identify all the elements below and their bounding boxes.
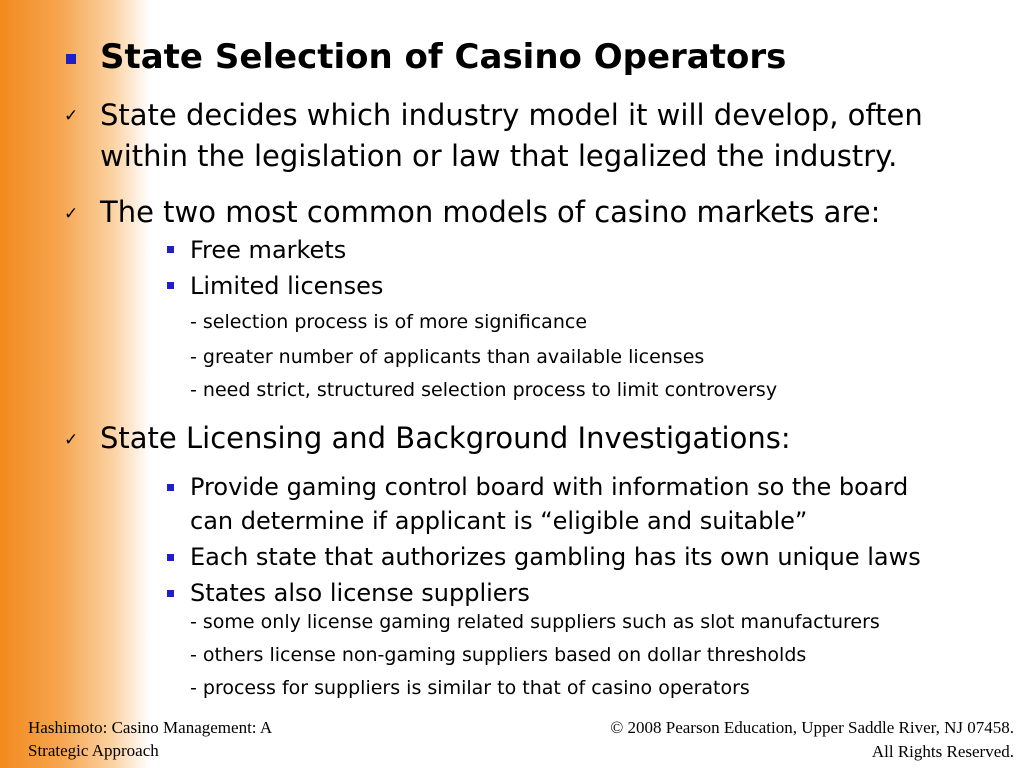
sub-item-free-markets: Free markets bbox=[190, 236, 347, 264]
point-3-line: State Licensing and Background Investigations: bbox=[100, 421, 791, 455]
sub-bullet-icon bbox=[167, 282, 174, 289]
checkmark-icon: ✓ bbox=[64, 204, 79, 224]
sub-item-license-suppliers: States also license suppliers bbox=[190, 579, 530, 607]
point-2-line: The two most common models of casino markets are: bbox=[100, 195, 881, 229]
sub-bullet-icon bbox=[167, 590, 174, 597]
sub-item-provide-info-1: Provide gaming control board with information so the board bbox=[190, 473, 909, 501]
detail-line: - greater number of applicants than available licenses bbox=[190, 346, 705, 368]
detail-line: - some only license gaming related suppliers such as slot manufacturers bbox=[190, 611, 880, 633]
sub-item-state-laws: Each state that authorizes gambling has its own unique laws bbox=[190, 543, 921, 571]
detail-line: - others license non-gaming suppliers based on dollar thresholds bbox=[190, 644, 807, 666]
detail-line: - need strict, structured selection process to limit controversy bbox=[190, 379, 778, 401]
detail-line: - selection process is of more significance bbox=[190, 311, 588, 333]
detail-line: - process for suppliers is similar to that of casino operators bbox=[190, 677, 750, 699]
checkmark-icon: ✓ bbox=[64, 430, 79, 450]
title-bullet-icon bbox=[66, 54, 76, 64]
sub-bullet-icon bbox=[167, 554, 174, 561]
sub-item-limited-licenses: Limited licenses bbox=[190, 272, 384, 300]
footer-book-title-2: Strategic Approach bbox=[28, 741, 159, 760]
point-1-line-1: State decides which industry model it will develop, often bbox=[100, 98, 923, 132]
footer-rights: All Rights Reserved. bbox=[871, 742, 1014, 761]
checkmark-icon: ✓ bbox=[64, 106, 79, 126]
sub-item-provide-info-2: can determine if applicant is “eligible and suitable” bbox=[190, 507, 808, 535]
slide-title: State Selection of Casino Operators bbox=[100, 37, 787, 77]
sub-bullet-icon bbox=[167, 484, 174, 491]
footer-book-title-1: Hashimoto: Casino Management: A bbox=[28, 718, 273, 737]
sub-bullet-icon bbox=[167, 246, 174, 253]
point-1-line-2: within the legislation or law that legalized the industry. bbox=[100, 139, 898, 173]
footer-copyright: © 2008 Pearson Education, Upper Saddle River, NJ 07458. bbox=[610, 718, 1014, 737]
